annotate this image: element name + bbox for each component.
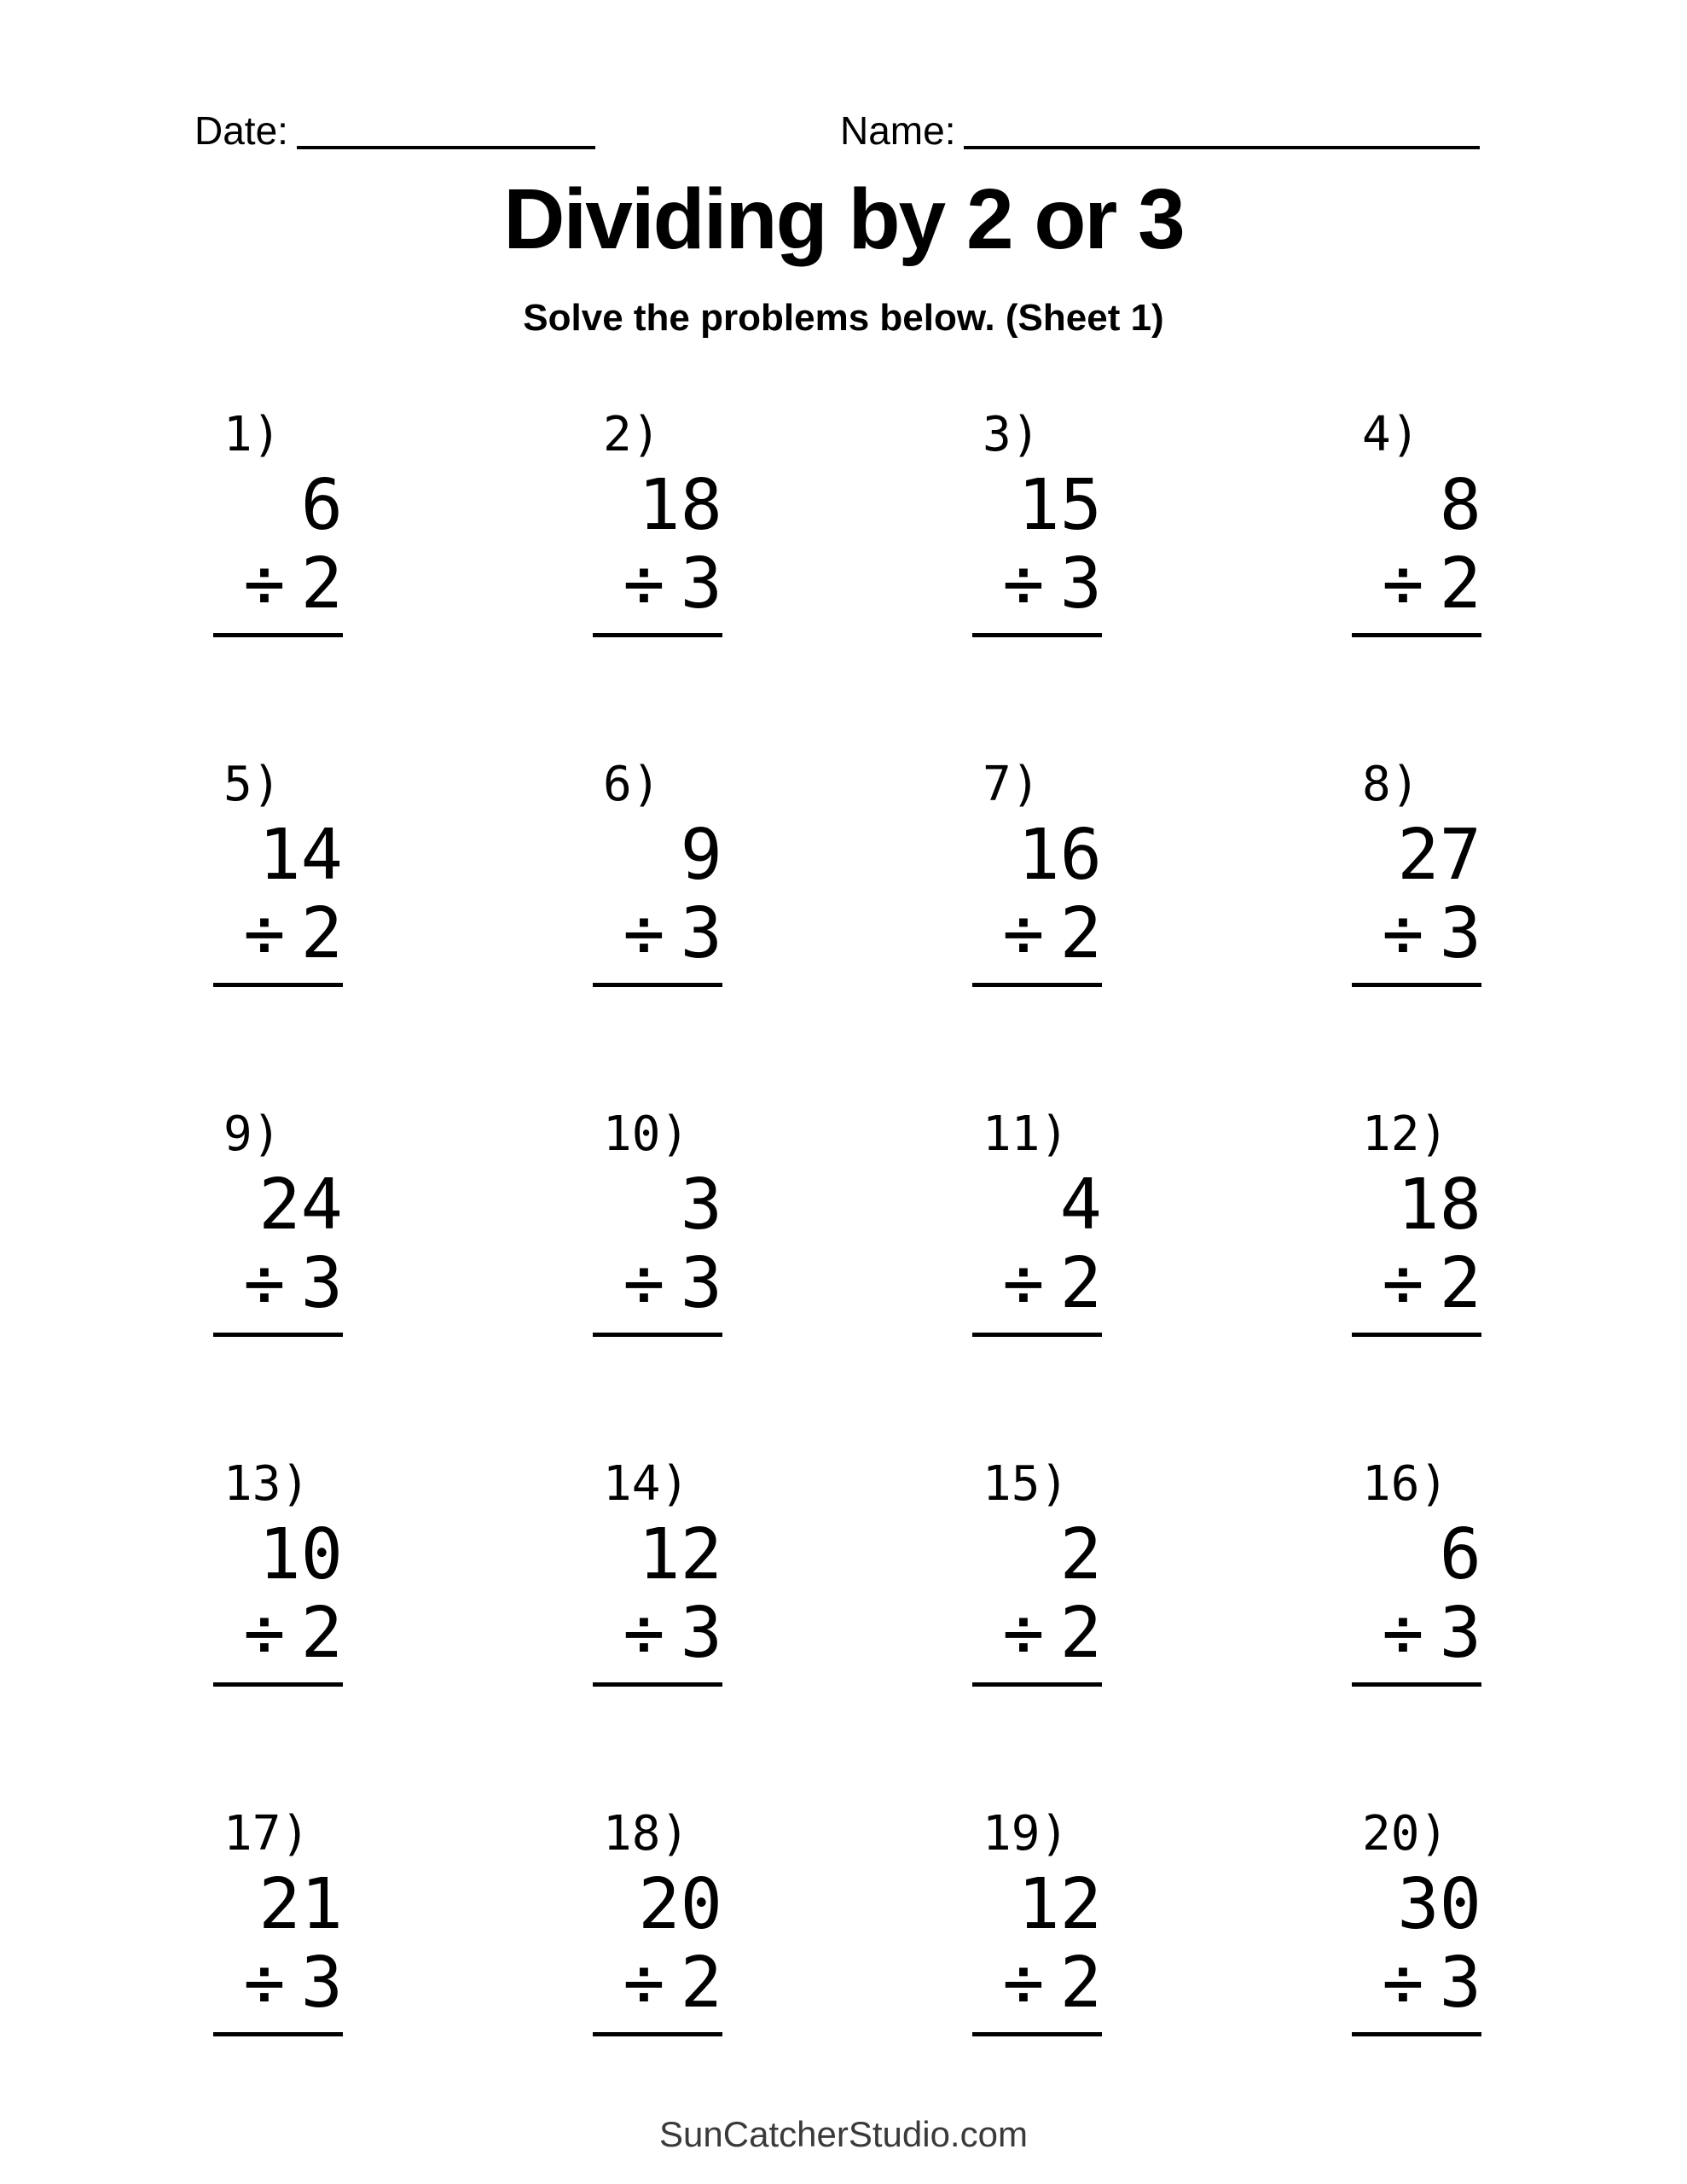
- problem-work: [1352, 1864, 1481, 2036]
- divide-icon: ÷: [1382, 1243, 1424, 1324]
- problem-number: 17): [223, 1806, 310, 1862]
- dividend: 20: [638, 1864, 722, 1945]
- answer-line: [1352, 1682, 1481, 1687]
- divisor: 3: [1059, 543, 1102, 624]
- dividend: 30: [1397, 1864, 1481, 1945]
- problem-work: [213, 1165, 343, 1337]
- problem-number: 16): [1362, 1456, 1449, 1512]
- answer-line: [1352, 1333, 1481, 1337]
- answer-line: [972, 2032, 1102, 2036]
- answer-line: [593, 633, 722, 637]
- problem-number: 13): [223, 1456, 310, 1512]
- divisor: 2: [1059, 1593, 1102, 1674]
- answer-line: [593, 983, 722, 987]
- answer-line: [1352, 633, 1481, 637]
- problem: [213, 407, 593, 761]
- operation-row: [972, 543, 1102, 624]
- divide-icon: ÷: [243, 1593, 286, 1674]
- operation-row: [1352, 893, 1481, 974]
- name-label: Name:: [840, 108, 956, 153]
- problem-number: 12): [1362, 1107, 1449, 1162]
- problem: [593, 1107, 972, 1461]
- problem: [593, 757, 972, 1111]
- divide-icon: ÷: [623, 893, 665, 974]
- problem: [1352, 1806, 1687, 2160]
- divisor: 3: [680, 1243, 722, 1324]
- divide-icon: ÷: [1382, 543, 1424, 624]
- problem-work: [593, 1165, 722, 1337]
- problem-number: 3): [983, 407, 1041, 462]
- divide-icon: ÷: [1002, 543, 1045, 624]
- problem: [593, 407, 972, 761]
- divisor: 3: [300, 1243, 343, 1324]
- problem-work: [972, 1165, 1102, 1337]
- operation-row: [213, 543, 343, 624]
- dividend: 14: [258, 815, 343, 896]
- answer-line: [972, 1333, 1102, 1337]
- divisor: 3: [1439, 893, 1481, 974]
- dividend: 12: [638, 1514, 722, 1595]
- problem-number: 20): [1362, 1806, 1449, 1862]
- dividend: 6: [300, 465, 343, 546]
- operation-row: [972, 1593, 1102, 1674]
- divide-icon: ÷: [1002, 1943, 1045, 2024]
- problem-work: [972, 1514, 1102, 1687]
- dividend: 15: [1017, 465, 1102, 546]
- divide-icon: ÷: [1002, 1243, 1045, 1324]
- footer-watermark: SunCatcherStudio.com: [659, 2114, 1028, 2154]
- divide-icon: ÷: [623, 1243, 665, 1324]
- divisor: 2: [1059, 1243, 1102, 1324]
- problem: [972, 1456, 1352, 1810]
- operation-row: [593, 1243, 722, 1324]
- operation-row: [593, 1943, 722, 2024]
- answer-line: [1352, 983, 1481, 987]
- problem: [1352, 757, 1687, 1111]
- problem-number: 4): [1362, 407, 1420, 462]
- divide-icon: ÷: [1002, 1593, 1045, 1674]
- operation-row: [213, 1593, 343, 1674]
- dividend: 18: [1397, 1165, 1481, 1246]
- divide-icon: ÷: [623, 1943, 665, 2024]
- dividend: 21: [258, 1864, 343, 1945]
- problem: [1352, 1107, 1687, 1461]
- dividend: 10: [258, 1514, 343, 1595]
- divide-icon: ÷: [1382, 1943, 1424, 2024]
- dividend: 4: [1059, 1165, 1102, 1246]
- problem-work: [972, 1864, 1102, 2036]
- problem: [1352, 1456, 1687, 1810]
- page-title: Dividing by 2 or 3: [503, 171, 1184, 267]
- divisor: 2: [1439, 1243, 1481, 1324]
- dividend: 24: [258, 1165, 343, 1246]
- divisor: 2: [1439, 543, 1481, 624]
- divisor: 3: [680, 893, 722, 974]
- operation-row: [972, 893, 1102, 974]
- problem-work: [213, 815, 343, 987]
- problem: [593, 1806, 972, 2160]
- problem: [972, 1107, 1352, 1461]
- answer-line: [972, 983, 1102, 987]
- answer-line: [213, 1333, 343, 1337]
- page-subtitle: Solve the problems below. (Sheet 1): [523, 297, 1164, 339]
- dividend: 16: [1017, 815, 1102, 896]
- problem-number: 8): [1362, 757, 1420, 812]
- divisor: 2: [1059, 893, 1102, 974]
- operation-row: [593, 543, 722, 624]
- divide-icon: ÷: [243, 893, 286, 974]
- problem-work: [1352, 815, 1481, 987]
- problem: [213, 757, 593, 1111]
- name-write-line: [964, 141, 1480, 149]
- problem-number: 11): [983, 1107, 1070, 1162]
- divide-icon: ÷: [1382, 1593, 1424, 1674]
- problem-work: [1352, 1514, 1481, 1687]
- answer-line: [213, 983, 343, 987]
- problem-work: [593, 1864, 722, 2036]
- problem-number: 6): [603, 757, 661, 812]
- dividend: 27: [1397, 815, 1481, 896]
- problem: [213, 1107, 593, 1461]
- divisor: 3: [680, 543, 722, 624]
- divide-icon: ÷: [623, 1593, 665, 1674]
- date-write-line: [297, 141, 595, 149]
- divisor: 2: [300, 1593, 343, 1674]
- answer-line: [593, 2032, 722, 2036]
- problems-grid: [213, 407, 1687, 2160]
- problem: [972, 757, 1352, 1111]
- answer-line: [972, 633, 1102, 637]
- problem: [593, 1456, 972, 1810]
- problem-number: 7): [983, 757, 1041, 812]
- problem-number: 1): [223, 407, 281, 462]
- dividend: 3: [680, 1165, 722, 1246]
- operation-row: [593, 1593, 722, 1674]
- dividend: 6: [1439, 1514, 1481, 1595]
- answer-line: [213, 2032, 343, 2036]
- problem-number: 2): [603, 407, 661, 462]
- answer-line: [1352, 2032, 1481, 2036]
- dividend: 18: [638, 465, 722, 546]
- problem-number: 18): [603, 1806, 690, 1862]
- divide-icon: ÷: [1002, 893, 1045, 974]
- problem-work: [213, 1514, 343, 1687]
- operation-row: [972, 1243, 1102, 1324]
- divisor: 2: [300, 543, 343, 624]
- problem: [213, 1806, 593, 2160]
- date-field: [194, 109, 595, 153]
- divisor: 2: [1059, 1943, 1102, 2024]
- divisor: 2: [680, 1943, 722, 2024]
- problem-number: 5): [223, 757, 281, 812]
- name-field: [840, 109, 1480, 153]
- problem: [213, 1456, 593, 1810]
- divide-icon: ÷: [243, 543, 286, 624]
- divide-icon: ÷: [1382, 893, 1424, 974]
- operation-row: [1352, 1593, 1481, 1674]
- operation-row: [1352, 1943, 1481, 2024]
- divisor: 3: [1439, 1943, 1481, 2024]
- divisor: 2: [300, 893, 343, 974]
- answer-line: [213, 1682, 343, 1687]
- problem-work: [593, 815, 722, 987]
- divisor: 3: [680, 1593, 722, 1674]
- answer-line: [593, 1682, 722, 1687]
- operation-row: [1352, 543, 1481, 624]
- problem-number: 15): [983, 1456, 1070, 1512]
- divide-icon: ÷: [243, 1243, 286, 1324]
- problem: [1352, 407, 1687, 761]
- problem-work: [1352, 465, 1481, 637]
- operation-row: [213, 1243, 343, 1324]
- problem: [972, 407, 1352, 761]
- operation-row: [1352, 1243, 1481, 1324]
- problem: [972, 1806, 1352, 2160]
- divisor: 3: [300, 1943, 343, 2024]
- dividend: 12: [1017, 1864, 1102, 1945]
- operation-row: [972, 1943, 1102, 2024]
- problem-number: 10): [603, 1107, 690, 1162]
- divisor: 3: [1439, 1593, 1481, 1674]
- dividend: 8: [1439, 465, 1481, 546]
- operation-row: [213, 893, 343, 974]
- problem-work: [213, 465, 343, 637]
- divide-icon: ÷: [243, 1943, 286, 2024]
- problem-work: [593, 1514, 722, 1687]
- divide-icon: ÷: [623, 543, 665, 624]
- dividend: 2: [1059, 1514, 1102, 1595]
- problem-work: [1352, 1165, 1481, 1337]
- answer-line: [972, 1682, 1102, 1687]
- problem-work: [213, 1864, 343, 2036]
- problem-work: [972, 815, 1102, 987]
- dividend: 9: [680, 815, 722, 896]
- problem-number: 9): [223, 1107, 281, 1162]
- problem-work: [972, 465, 1102, 637]
- problem-number: 19): [983, 1806, 1070, 1862]
- date-label: Date:: [194, 108, 288, 153]
- problem-number: 14): [603, 1456, 690, 1512]
- answer-line: [213, 633, 343, 637]
- operation-row: [213, 1943, 343, 2024]
- operation-row: [593, 893, 722, 974]
- problem-work: [593, 465, 722, 637]
- answer-line: [593, 1333, 722, 1337]
